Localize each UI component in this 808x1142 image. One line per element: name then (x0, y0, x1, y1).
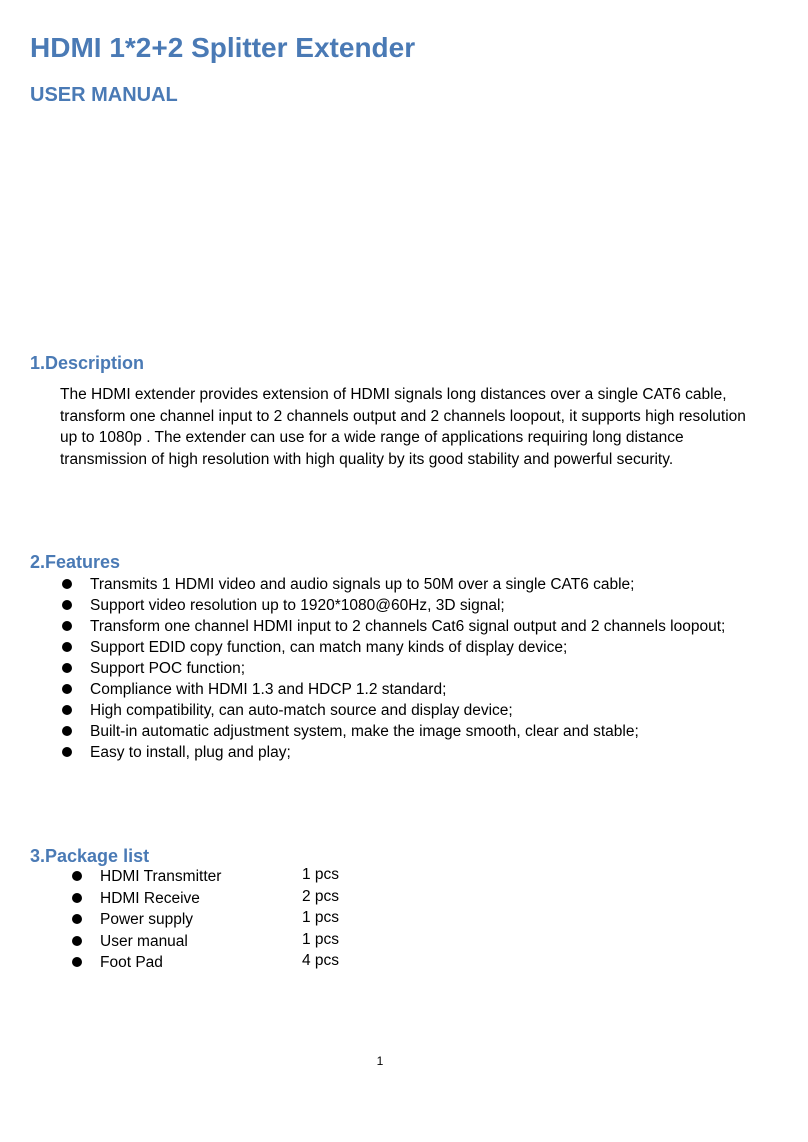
description-heading: 1.Description (30, 353, 145, 373)
bullet-icon (62, 705, 72, 715)
feature-text: Easy to install, plug and play; (90, 744, 291, 761)
package-item (72, 866, 392, 888)
package-item-name: User manual (100, 932, 188, 950)
bullet-icon (62, 747, 72, 757)
bullet-icon (62, 621, 72, 631)
package-item (72, 888, 392, 910)
package-item-name: HDMI Receive (100, 889, 200, 907)
package-heading: 3.Package list (30, 846, 150, 866)
feature-item (60, 595, 760, 616)
package-item-name: HDMI Transmitter (100, 868, 222, 885)
package-list (72, 866, 392, 974)
package-item-qty: 1 pcs (302, 930, 340, 948)
bullet-icon (62, 726, 72, 736)
package-item-qty: 1 pcs (302, 909, 340, 926)
feature-item (60, 700, 760, 721)
description-text: The HDMI extender provides extension of HDMI signals long distances over a single CAT6 cable, transform one channel input to 2 channels output and 2 channels loopout, it supports high resolution up to 1080p . The extender can use for a wide range of applications requiring long distance transmission of high resolution with high quality by its good stability and powerful security. (60, 386, 746, 468)
features-list (60, 574, 760, 763)
feature-text: High compatibility, can auto-match source and display device; (90, 702, 513, 719)
feature-item (60, 658, 760, 679)
package-item (72, 909, 392, 931)
package-item-name: Power supply (100, 911, 194, 928)
bullet-icon (72, 914, 82, 924)
feature-item (60, 574, 760, 595)
bullet-icon (62, 642, 72, 652)
page-title: HDMI 1*2+2 Splitter Extender (30, 32, 416, 63)
package-item-qty: 1 pcs (302, 866, 340, 883)
page-subtitle: USER MANUAL (30, 84, 178, 106)
bullet-icon (72, 936, 82, 946)
bullet-icon (72, 871, 82, 881)
bullet-icon (62, 663, 72, 673)
bullet-icon (62, 600, 72, 610)
feature-item (60, 616, 760, 637)
package-item (72, 952, 392, 974)
package-item-name: Foot Pad (100, 954, 163, 971)
feature-item (60, 721, 760, 742)
feature-item (60, 742, 760, 763)
feature-text: Compliance with HDMI 1.3 and HDCP 1.2 standard; (90, 681, 447, 698)
feature-text: Transform one channel HDMI input to 2 channels Cat6 signal output and 2 channels loopout; (90, 618, 726, 635)
feature-text: Support EDID copy function, can match many kinds of display device; (90, 639, 568, 656)
feature-text: Support video resolution up to 1920*1080@60Hz, 3D signal; (90, 597, 505, 614)
package-item-qty: 2 pcs (302, 887, 340, 905)
package-item-qty: 4 pcs (302, 952, 340, 969)
feature-item (60, 679, 760, 700)
features-heading: 2.Features (30, 552, 121, 572)
feature-text: Built-in automatic adjustment system, make the image smooth, clear and stable; (90, 723, 639, 740)
feature-text: Support POC function; (90, 660, 246, 677)
package-item (72, 931, 392, 953)
bullet-icon (62, 684, 72, 694)
feature-text: Transmits 1 HDMI video and audio signals up to 50M over a single CAT6 cable; (90, 576, 635, 593)
bullet-icon (62, 579, 72, 589)
feature-item (60, 637, 760, 658)
bullet-icon (72, 893, 82, 903)
bullet-icon (72, 957, 82, 967)
page-number: 1 (376, 1054, 384, 1068)
